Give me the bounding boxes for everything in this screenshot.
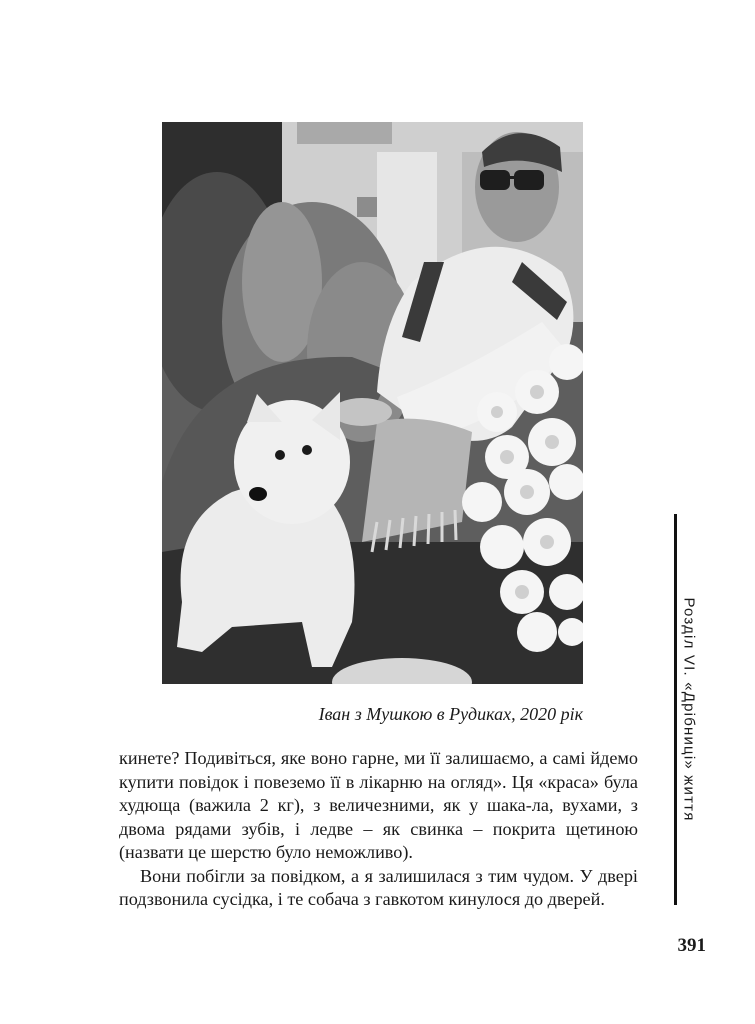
paragraph: Вони побігли за повідком, а я залишилася з тим чудом. У двері подзвонила сусідка, і те собача з гавкотом кинулося до дверей. [119, 865, 638, 909]
photo-caption: Іван з Мушкою в Рудиках, 2020 рік [318, 704, 583, 724]
section-label-text: Розділ VI. «Дрібниці» життя [680, 597, 698, 822]
photo [162, 122, 583, 684]
paragraph: кинете? Подивіться, яке воно гарне, ми її залишаємо, а самі йдемо купити повідок і повеземо її в лікарню на огляд». Ця «краса» була худюща (важила 2 кг), з величезними, як у шака-ла, вухами, з двома рядами зубів, і ледве – як свинка – покрита щетиною (назвати це шерстю було неможливо). [119, 748, 638, 862]
body-text [119, 747, 638, 912]
page-number: 391 [677, 935, 706, 956]
section-label [677, 514, 701, 905]
photo-dog-and-man-icon [162, 122, 583, 684]
